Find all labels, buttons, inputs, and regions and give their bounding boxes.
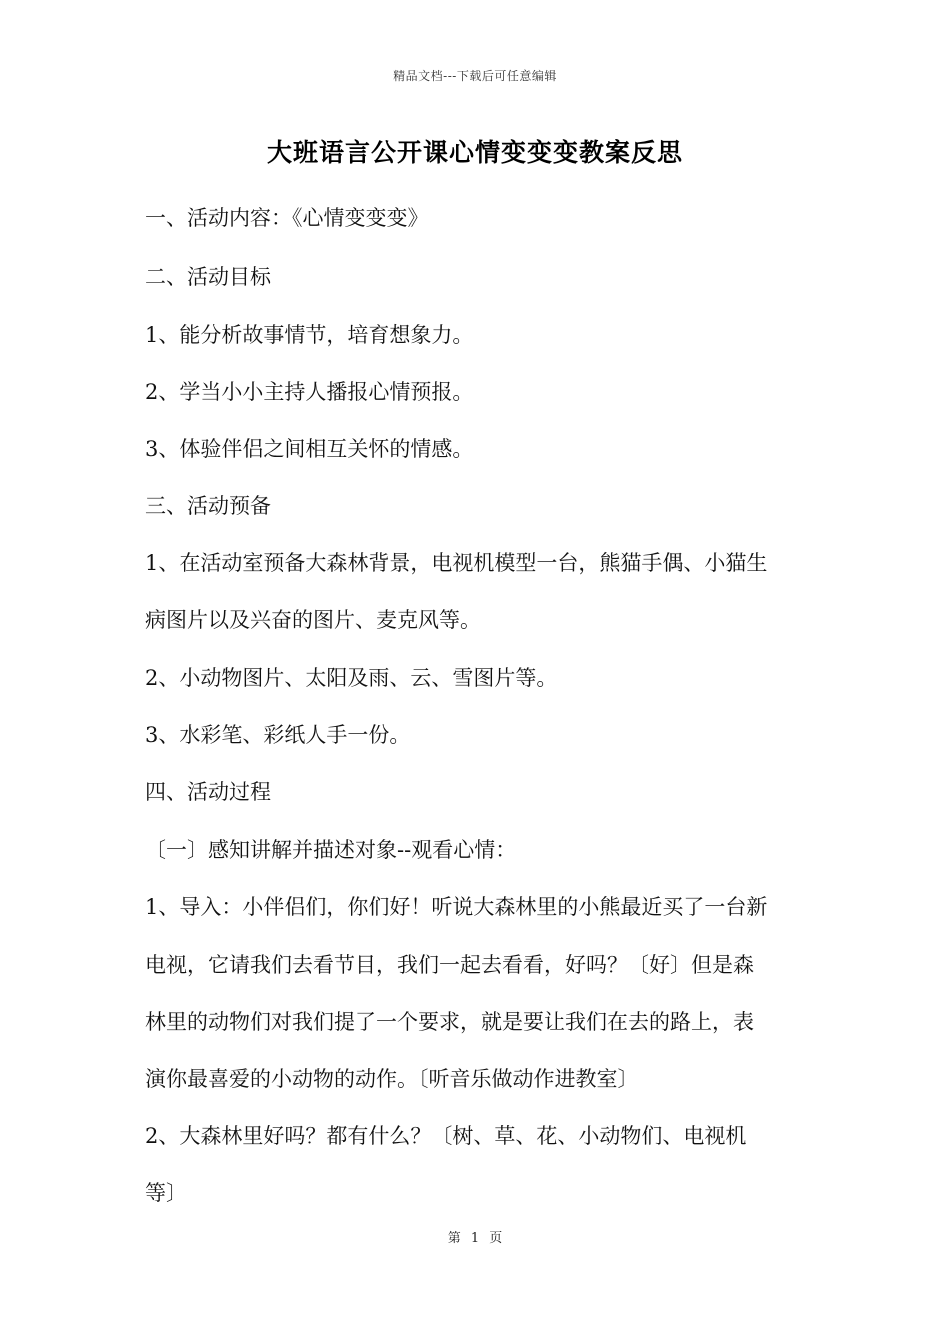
- page-footer: [0, 1227, 950, 1246]
- document-title: 大班语言公开课心情变变变教案反思: [266, 138, 683, 167]
- section-heading: 四、活动过程: [145, 780, 271, 804]
- body-line: 演你最喜爱的小动物的动作。〔听音乐做动作进教室〕: [145, 1067, 639, 1091]
- body-line: 1、在活动室预备大森林背景，电视机模型一台，熊猫手偶、小猫生: [145, 551, 768, 575]
- body-line: 3、水彩笔、彩纸人手一份。: [145, 723, 411, 747]
- body-line: 电视，它请我们去看节目，我们一起去看看，好吗？〔好〕但是森: [145, 953, 754, 977]
- page-label-suffix: 页: [489, 1231, 503, 1246]
- body-line: 等〕: [145, 1181, 187, 1205]
- page-header: 精品文档---下载后可任意编辑: [393, 69, 557, 83]
- body-line: 1、导入：小伴侣们，你们好！听说大森林里的小熊最近买了一台新: [145, 895, 768, 919]
- body-line: 2、学当小小主持人播报心情预报。: [145, 380, 474, 404]
- page-number: 1: [470, 1231, 480, 1246]
- body-line: 3、体验伴侣之间相互关怀的情感。: [145, 437, 474, 461]
- section-heading: 三、活动预备: [145, 494, 271, 518]
- body-line: 一、活动内容：《心情变变变》: [145, 206, 429, 230]
- body-line: 病图片以及兴奋的图片、麦克风等。: [145, 608, 481, 632]
- body-line: 〔一〕感知讲解并描述对象--观看心情：: [145, 838, 517, 862]
- page-label-prefix: 第: [447, 1231, 461, 1246]
- section-heading: 二、活动目标: [145, 265, 271, 289]
- body-line: 2、小动物图片、太阳及雨、云、雪图片等。: [145, 666, 558, 690]
- body-line: 1、能分析故事情节，培育想象力。: [145, 323, 474, 347]
- body-line: 林里的动物们对我们提了一个要求，就是要让我们在去的路上，表: [145, 1010, 754, 1034]
- body-line: 2、大森林里好吗？都有什么？〔树、草、花、小动物们、电视机: [145, 1124, 747, 1148]
